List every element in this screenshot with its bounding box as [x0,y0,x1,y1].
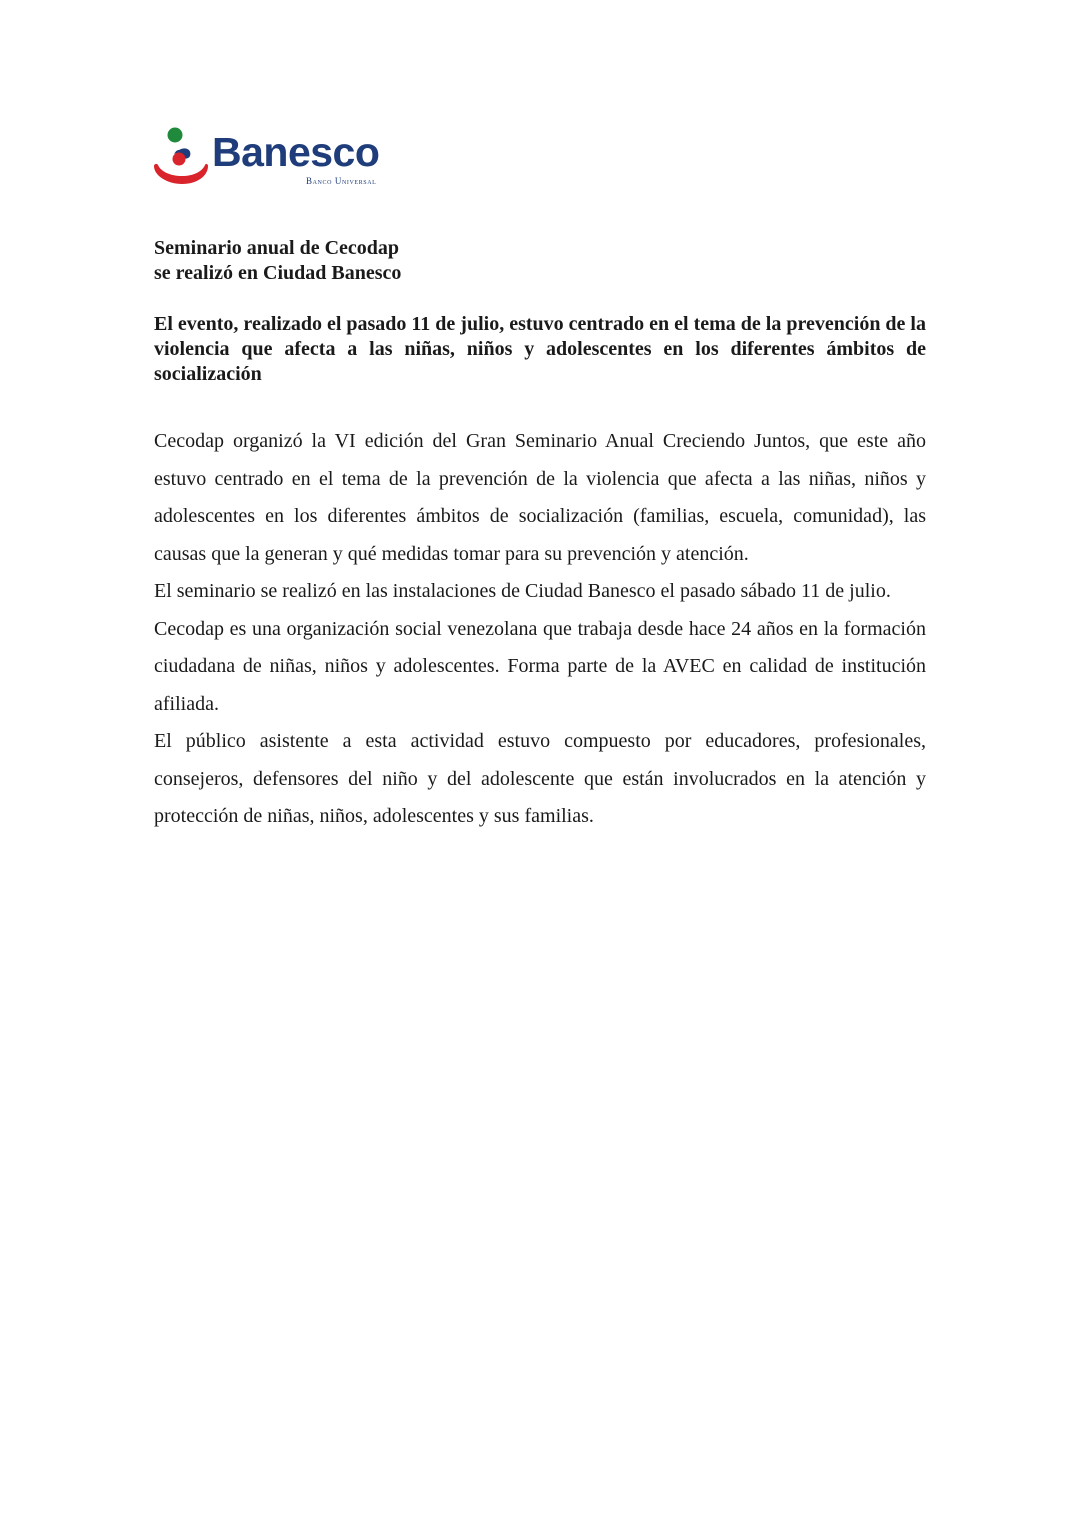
article-body [154,423,926,836]
logo-tagline: Banco Universal [306,176,377,186]
banesco-logo-icon [152,126,212,188]
article [154,236,926,836]
article-title-line: se realizó en Ciudad Banesco [154,262,402,284]
article-paragraph: Cecodap es una organización social venezolana que trabaja desde hace 24 años en la formación ciudadana de niñas, niños y adolescentes. Forma parte de la AVEC en calidad de institución afiliada. [154,617,926,715]
article-paragraph: El público asistente a esta actividad estuvo compuesto por educadores, profesionales, consejeros, defensores del niño y del adolescente que están involucrados en la atención y protección de niñas, niños, adolescentes y sus familias. [154,730,926,827]
article-title [154,236,926,286]
banesco-logo [152,126,422,190]
article-title-line: Seminario anual de Cecodap [154,237,400,259]
article-paragraph: Cecodap organizó la VI edición del Gran Seminario Anual Creciendo Juntos, que este año estuvo centrado en el tema de la prevención de la violencia que afecta a las niñas, niños y adolescentes en los diferentes ámbitos de socialización (familias, escuela, comunidad), las causas que la generan y qué medidas tomar para su prevención y atención. [154,430,926,565]
article-paragraph: El seminario se realizó en las instalaciones de Ciudad Banesco el pasado sábado 11 de julio. [154,580,891,602]
logo-wordmark: Banesco [212,129,380,175]
article-lead: El evento, realizado el pasado 11 de julio, estuvo centrado en el tema de la prevención de la violencia que afecta a las niñas, niños y adolescentes en los diferentes ámbitos de socialización [154,313,926,385]
